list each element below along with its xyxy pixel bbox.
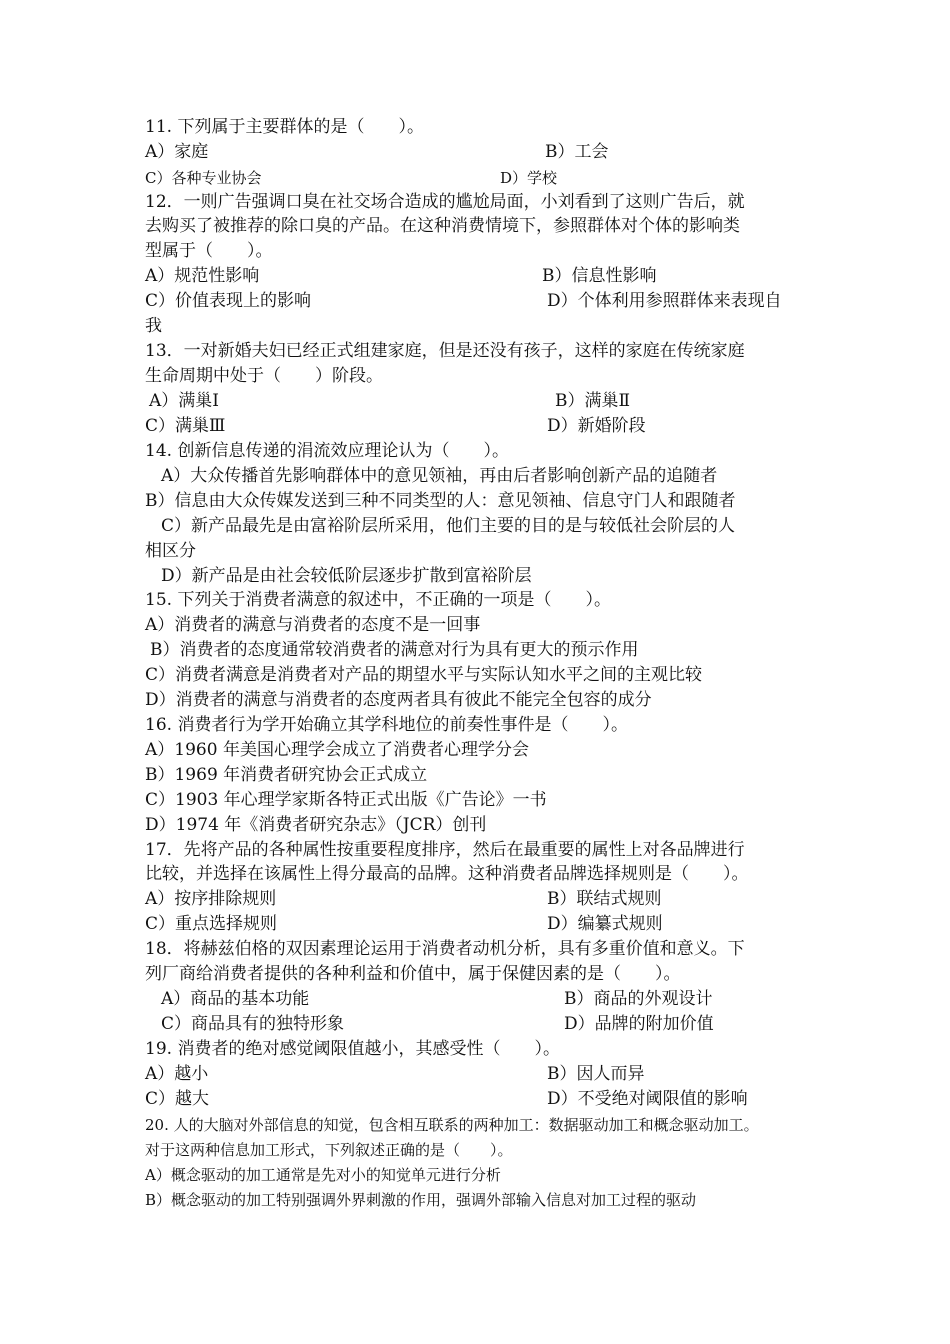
q20-option-a: A）概念驱动的加工通常是先对小的知觉单元进行分析 bbox=[145, 1166, 501, 1184]
q16-option-a: A）1960 年美国心理学会成立了消费者心理学分会 bbox=[145, 740, 529, 760]
q17-option-a: A）按序排除规则 bbox=[145, 889, 277, 909]
q12-option-d: D）个体利用参照群体来表现自 bbox=[547, 291, 782, 311]
q18-option-b: B）商品的外观设计 bbox=[564, 989, 713, 1009]
q14-option-d: D）新产品是由社会较低阶层逐步扩散到富裕阶层 bbox=[161, 566, 532, 586]
question-12-stem: 去购买了被推荐的除口臭的产品。在这种消费情境下，参照群体对个体的影响类 bbox=[145, 216, 740, 236]
q17-option-b: B）联结式规则 bbox=[547, 889, 662, 909]
question-12-stem: 型属于（ ）。 bbox=[145, 241, 273, 261]
q11-option-a: A）家庭 bbox=[145, 142, 209, 162]
q12-option-c: C）价值表现上的影响 bbox=[145, 291, 312, 311]
question-14-stem: 14. 创新信息传递的涓流效应理论认为（ ）。 bbox=[145, 441, 509, 461]
q13-option-a: A）满巢Ⅰ bbox=[149, 391, 219, 411]
q11-option-b: B）工会 bbox=[545, 142, 609, 162]
question-12-stem: 12．一则广告强调口臭在社交场合造成的尴尬局面，小刘看到了这则广告后，就 bbox=[145, 192, 745, 212]
q16-option-c: C）1903 年心理学家斯各特正式出版《广告论》一书 bbox=[145, 790, 547, 810]
question-20-stem: 对于这两种信息加工形式，下列叙述正确的是（ ）。 bbox=[145, 1141, 513, 1159]
question-13-stem: 生命周期中处于（ ）阶段。 bbox=[145, 366, 383, 386]
question-17-stem: 17．先将产品的各种属性按重要程度排序，然后在最重要的属性上对各品牌进行 bbox=[145, 840, 745, 860]
q13-option-b: B）满巢Ⅱ bbox=[555, 391, 631, 411]
question-13-stem: 13．一对新婚夫妇已经正式组建家庭，但是还没有孩子，这样的家庭在传统家庭 bbox=[145, 341, 745, 361]
question-20-stem: 20. 人的大脑对外部信息的知觉，包含相互联系的两种加工：数据驱动加工和概念驱动加工。 bbox=[145, 1116, 759, 1134]
q16-option-b: B）1969 年消费者研究协会正式成立 bbox=[145, 765, 428, 785]
q14-option-c-continued: 相区分 bbox=[145, 541, 196, 561]
q15-option-a: A）消费者的满意与消费者的态度不是一回事 bbox=[145, 615, 481, 635]
q13-option-d: D）新婚阶段 bbox=[547, 416, 646, 436]
q18-option-c: C）商品具有的独特形象 bbox=[161, 1014, 345, 1034]
question-18-stem: 18．将赫兹伯格的双因素理论运用于消费者动机分析，具有多重价值和意义。下 bbox=[145, 939, 745, 959]
q19-option-b: B）因人而异 bbox=[547, 1064, 645, 1084]
q14-option-b: B）信息由大众传媒发送到三种不同类型的人：意见领袖、信息守门人和跟随者 bbox=[145, 491, 736, 511]
question-17-stem: 比较，并选择在该属性上得分最高的品牌。这种消费者品牌选择规则是（ ）。 bbox=[145, 864, 749, 884]
q12-option-a: A）规范性影响 bbox=[145, 266, 260, 286]
q14-option-c: C）新产品最先是由富裕阶层所采用，他们主要的目的是与较低社会阶层的人 bbox=[161, 516, 736, 536]
q18-option-a: A）商品的基本功能 bbox=[161, 989, 310, 1009]
q13-option-c: C）满巢Ⅲ bbox=[145, 416, 226, 436]
question-16-stem: 16. 消费者行为学开始确立其学科地位的前奏性事件是（ ）。 bbox=[145, 715, 628, 735]
q19-option-c: C）越大 bbox=[145, 1089, 210, 1109]
q11-option-d: D）学校 bbox=[500, 169, 558, 187]
q12-option-b: B）信息性影响 bbox=[542, 266, 657, 286]
q17-option-d: D）编纂式规则 bbox=[547, 914, 663, 934]
q12-option-d-continued: 我 bbox=[145, 316, 162, 336]
q11-option-c: C）各种专业协会 bbox=[145, 169, 262, 187]
q14-option-a: A）大众传播首先影响群体中的意见领袖，再由后者影响创新产品的追随者 bbox=[161, 466, 718, 486]
q20-option-b: B）概念驱动的加工特别强调外界刺激的作用，强调外部输入信息对加工过程的驱动 bbox=[145, 1191, 697, 1209]
question-15-stem: 15. 下列关于消费者满意的叙述中，不正确的一项是（ ）。 bbox=[145, 590, 611, 610]
question-18-stem: 列厂商给消费者提供的各种利益和价值中，属于保健因素的是（ ）。 bbox=[145, 964, 681, 984]
q16-option-d: D）1974 年《消费者研究杂志》（JCR）创刊 bbox=[145, 815, 487, 835]
q18-option-d: D）品牌的附加价值 bbox=[564, 1014, 714, 1034]
q19-option-a: A）越小 bbox=[145, 1064, 209, 1084]
q19-option-d: D）不受绝对阈限值的影响 bbox=[547, 1089, 748, 1109]
question-19-stem: 19. 消费者的绝对感觉阈限值越小，其感受性（ ）。 bbox=[145, 1039, 560, 1059]
q15-option-b: B）消费者的态度通常较消费者的满意对行为具有更大的预示作用 bbox=[150, 640, 639, 660]
question-11-stem: 11. 下列属于主要群体的是（ ）。 bbox=[145, 117, 424, 137]
q17-option-c: C）重点选择规则 bbox=[145, 914, 278, 934]
q15-option-c: C）消费者满意是消费者对产品的期望水平与实际认知水平之间的主观比较 bbox=[145, 665, 703, 685]
q15-option-d: D）消费者的满意与消费者的态度两者具有彼此不能完全包容的成分 bbox=[145, 690, 652, 710]
